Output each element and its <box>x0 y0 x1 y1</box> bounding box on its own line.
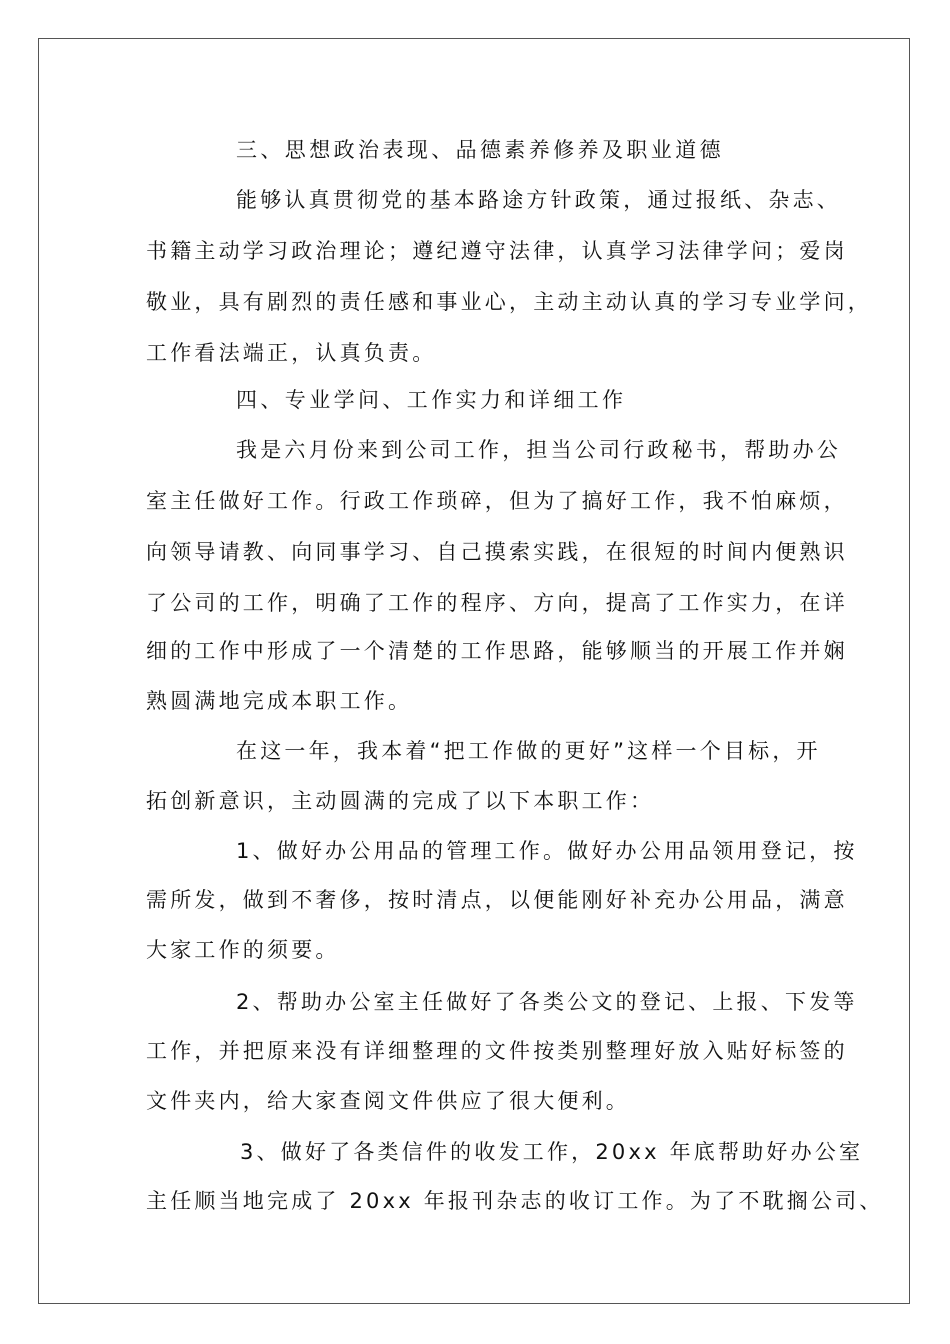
paragraph-line: 了公司的工作，明确了工作的程序、方向，提高了工作实力，在详 <box>146 591 848 615</box>
paragraph-line: 大家工作的须要。 <box>146 938 340 962</box>
paragraph-line: 主任顺当地完成了 20xx 年报刊杂志的收订工作。为了不耽搁公司、 <box>146 1189 884 1213</box>
paragraph-line: 需所发，做到不奢侈，按时清点，以便能刚好补充办公用品，满意 <box>146 888 848 912</box>
paragraph-line: 文件夹内，给大家查阅文件供应了很大便利。 <box>146 1089 630 1113</box>
section-heading-4: 四、专业学问、工作实力和详细工作 <box>236 388 627 412</box>
list-item-1: 1、做好办公用品的管理工作。做好办公用品领用登记，按 <box>236 839 858 863</box>
paragraph-line: 书籍主动学习政治理论；遵纪遵守法律，认真学习法律学问；爱岗 <box>146 239 848 263</box>
paragraph-line: 工作看法端正，认真负责。 <box>146 341 437 365</box>
section-heading-3: 三、思想政治表现、品德素养修养及职业道德 <box>236 138 724 162</box>
paragraph-line: 拓创新意识，主动圆满的完成了以下本职工作： <box>146 789 655 813</box>
paragraph-line: 能够认真贯彻党的基本路途方针政策，通过报纸、杂志、 <box>236 188 841 212</box>
paragraph-line: 室主任做好工作。行政工作琐碎，但为了搞好工作，我不怕麻烦， <box>146 489 848 513</box>
list-item-2: 2、帮助办公室主任做好了各类公文的登记、上报、下发等 <box>236 990 858 1014</box>
paragraph-line: 向领导请教、向同事学习、自己摸索实践，在很短的时间内便熟识 <box>146 540 848 564</box>
paragraph-line: 工作，并把原来没有详细整理的文件按类别整理好放入贴好标签的 <box>146 1039 848 1063</box>
list-item-3: 3、做好了各类信件的收发工作，20xx 年底帮助好办公室 <box>240 1140 864 1164</box>
paragraph-line: 敬业，具有剧烈的责任感和事业心，主动主动认真的学习专业学问， <box>146 290 872 314</box>
paragraph-line: 在这一年，我本着“把工作做的更好”这样一个目标，开 <box>236 739 821 763</box>
paragraph-line: 熟圆满地完成本职工作。 <box>146 689 413 713</box>
paragraph-line: 我是六月份来到公司工作，担当公司行政秘书，帮助办公 <box>236 438 841 462</box>
paragraph-line: 细的工作中形成了一个清楚的工作思路，能够顺当的开展工作并娴 <box>146 639 848 663</box>
